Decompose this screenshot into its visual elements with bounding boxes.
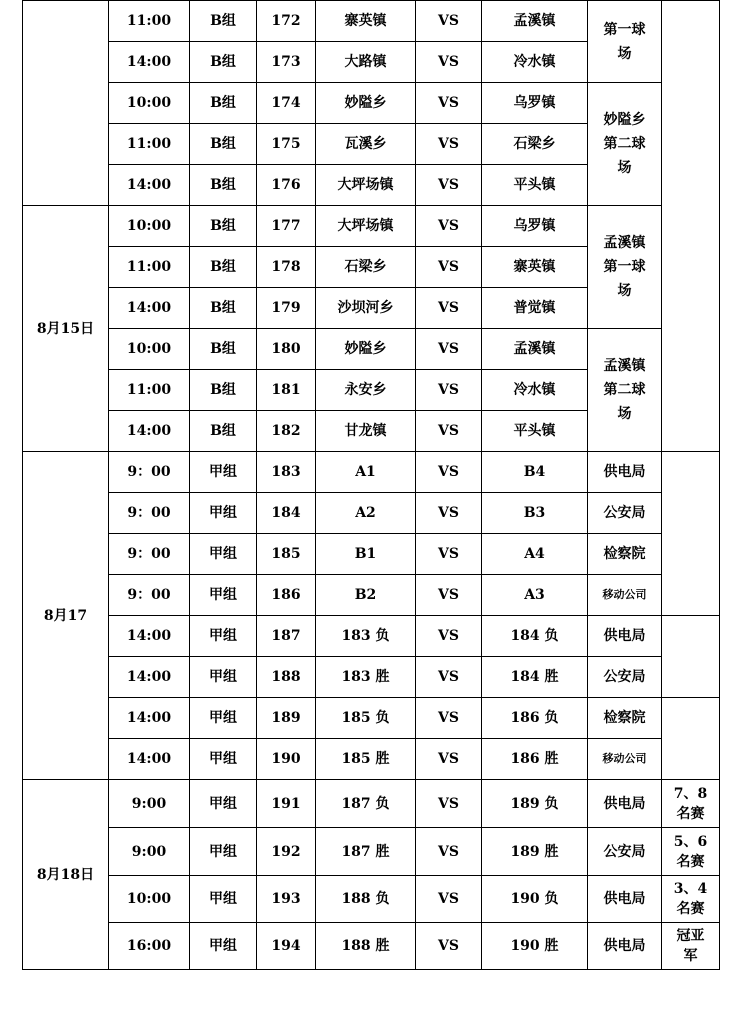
date-cell: 8月18日 (23, 780, 109, 970)
match-no-cell: 182 (257, 411, 316, 452)
time-cell: 9：00 (109, 452, 190, 493)
home-team-cell: 188 负 (316, 876, 416, 923)
match-no-cell: 175 (257, 124, 316, 165)
home-team-cell: 妙隘乡 (316, 329, 416, 370)
group-cell: B组 (190, 165, 257, 206)
vs-cell: VS (416, 1, 482, 42)
group-cell: B组 (190, 206, 257, 247)
time-cell: 10:00 (109, 329, 190, 370)
time-cell: 14:00 (109, 42, 190, 83)
time-cell: 9：00 (109, 575, 190, 616)
vs-cell: VS (416, 42, 482, 83)
home-team-cell: B2 (316, 575, 416, 616)
group-cell: B组 (190, 370, 257, 411)
time-cell: 11:00 (109, 370, 190, 411)
venue-text: 第一球 场 (603, 21, 646, 62)
venue-cell: 移动公司 (588, 575, 662, 616)
note-cell (662, 876, 720, 923)
time-cell: 10:00 (109, 83, 190, 124)
away-team-cell: 乌罗镇 (482, 206, 588, 247)
venue-text: 妙隘乡 第二球 场 (603, 112, 646, 176)
group-cell: B组 (190, 124, 257, 165)
away-team-cell: 冷水镇 (482, 370, 588, 411)
vs-cell: VS (416, 575, 482, 616)
away-team-cell: B3 (482, 493, 588, 534)
home-team-cell: 瓦溪乡 (316, 124, 416, 165)
away-team-cell: 184 胜 (482, 657, 588, 698)
match-no-cell: 189 (257, 698, 316, 739)
group-cell: B组 (190, 83, 257, 124)
time-cell: 9:00 (109, 780, 190, 828)
home-team-cell: 大坪场镇 (316, 165, 416, 206)
note-text: 7、8 名赛 (673, 785, 708, 822)
table-row (23, 739, 720, 780)
venue-text: 孟溪镇 第二球 场 (603, 358, 646, 422)
away-team-cell: 冷水镇 (482, 42, 588, 83)
vs-cell: VS (416, 411, 482, 452)
note-text: 5、6 名赛 (673, 833, 708, 870)
group-cell: 甲组 (190, 493, 257, 534)
home-team-cell: 甘龙镇 (316, 411, 416, 452)
away-team-cell: 孟溪镇 (482, 1, 588, 42)
vs-cell: VS (416, 370, 482, 411)
home-team-cell: 大坪场镇 (316, 206, 416, 247)
vs-cell: VS (416, 534, 482, 575)
group-cell: B组 (190, 288, 257, 329)
group-cell: 甲组 (190, 657, 257, 698)
venue-cell (588, 83, 662, 206)
match-no-cell: 174 (257, 83, 316, 124)
note-cell (662, 923, 720, 970)
vs-cell: VS (416, 247, 482, 288)
note-cell-blank (662, 698, 720, 780)
group-cell: 甲组 (190, 616, 257, 657)
date-cell (23, 1, 109, 206)
home-team-cell: 寨英镇 (316, 1, 416, 42)
time-cell: 11:00 (109, 124, 190, 165)
match-no-cell: 180 (257, 329, 316, 370)
group-cell: 甲组 (190, 452, 257, 493)
table-row (23, 780, 720, 828)
home-team-cell: 石梁乡 (316, 247, 416, 288)
time-cell: 9:00 (109, 828, 190, 876)
table-row (23, 876, 720, 923)
schedule-table (22, 0, 720, 970)
vs-cell: VS (416, 124, 482, 165)
vs-cell: VS (416, 493, 482, 534)
table-row (23, 329, 720, 370)
time-cell: 9：00 (109, 534, 190, 575)
note-cell (662, 780, 720, 828)
venue-cell: 公安局 (588, 657, 662, 698)
away-team-cell: A4 (482, 534, 588, 575)
home-team-cell: B1 (316, 534, 416, 575)
group-cell: 甲组 (190, 698, 257, 739)
venue-cell: 供电局 (588, 923, 662, 970)
venue-cell: 移动公司 (588, 739, 662, 780)
away-team-cell: 184 负 (482, 616, 588, 657)
away-team-cell: 平头镇 (482, 411, 588, 452)
match-no-cell: 191 (257, 780, 316, 828)
time-cell: 10:00 (109, 876, 190, 923)
time-cell: 14:00 (109, 616, 190, 657)
match-no-cell: 187 (257, 616, 316, 657)
vs-cell: VS (416, 739, 482, 780)
time-cell: 11:00 (109, 1, 190, 42)
time-cell: 11:00 (109, 247, 190, 288)
vs-cell: VS (416, 698, 482, 739)
group-cell: 甲组 (190, 923, 257, 970)
away-team-cell: 189 负 (482, 780, 588, 828)
match-no-cell: 183 (257, 452, 316, 493)
date-cell: 8月15日 (23, 206, 109, 452)
table-row (23, 698, 720, 739)
table-row (23, 83, 720, 124)
note-text: 冠亚 军 (676, 928, 705, 964)
home-team-cell: 183 负 (316, 616, 416, 657)
home-team-cell: 185 胜 (316, 739, 416, 780)
group-cell: B组 (190, 329, 257, 370)
table-row (23, 828, 720, 876)
away-team-cell: 孟溪镇 (482, 329, 588, 370)
vs-cell: VS (416, 876, 482, 923)
match-no-cell: 186 (257, 575, 316, 616)
away-team-cell: 平头镇 (482, 165, 588, 206)
group-cell: 甲组 (190, 876, 257, 923)
home-team-cell: 187 负 (316, 780, 416, 828)
away-team-cell: 190 胜 (482, 923, 588, 970)
home-team-cell: A1 (316, 452, 416, 493)
venue-cell: 供电局 (588, 780, 662, 828)
home-team-cell: A2 (316, 493, 416, 534)
away-team-cell: 189 胜 (482, 828, 588, 876)
away-team-cell: 寨英镇 (482, 247, 588, 288)
group-cell: B组 (190, 1, 257, 42)
home-team-cell: 永安乡 (316, 370, 416, 411)
home-team-cell: 188 胜 (316, 923, 416, 970)
venue-cell: 供电局 (588, 876, 662, 923)
match-no-cell: 177 (257, 206, 316, 247)
group-cell: 甲组 (190, 828, 257, 876)
table-row (23, 616, 720, 657)
vs-cell: VS (416, 923, 482, 970)
table-row (23, 534, 720, 575)
table-row (23, 1, 720, 42)
match-no-cell: 185 (257, 534, 316, 575)
time-cell: 9：00 (109, 493, 190, 534)
group-cell: B组 (190, 247, 257, 288)
away-team-cell: 乌罗镇 (482, 83, 588, 124)
venue-cell: 公安局 (588, 828, 662, 876)
venue-text: 孟溪镇 第一球 场 (603, 235, 646, 299)
home-team-cell: 大路镇 (316, 42, 416, 83)
match-no-cell: 184 (257, 493, 316, 534)
time-cell: 16:00 (109, 923, 190, 970)
table-row (23, 657, 720, 698)
venue-cell: 供电局 (588, 616, 662, 657)
match-no-cell: 176 (257, 165, 316, 206)
table-row (23, 206, 720, 247)
date-cell: 8月17 (23, 452, 109, 780)
match-no-cell: 172 (257, 1, 316, 42)
note-cell-blank (662, 616, 720, 698)
venue-cell (588, 206, 662, 329)
match-no-cell: 194 (257, 923, 316, 970)
group-cell: 甲组 (190, 534, 257, 575)
match-no-cell: 188 (257, 657, 316, 698)
venue-cell (588, 1, 662, 83)
table-row (23, 575, 720, 616)
table-row (23, 493, 720, 534)
match-no-cell: 192 (257, 828, 316, 876)
away-team-cell: A3 (482, 575, 588, 616)
home-team-cell: 妙隘乡 (316, 83, 416, 124)
away-team-cell: 普觉镇 (482, 288, 588, 329)
vs-cell: VS (416, 83, 482, 124)
table-row (23, 923, 720, 970)
venue-cell (588, 329, 662, 452)
venue-cell: 供电局 (588, 452, 662, 493)
vs-cell: VS (416, 165, 482, 206)
vs-cell: VS (416, 452, 482, 493)
match-no-cell: 181 (257, 370, 316, 411)
time-cell: 14:00 (109, 288, 190, 329)
time-cell: 14:00 (109, 411, 190, 452)
group-cell: B组 (190, 42, 257, 83)
time-cell: 10:00 (109, 206, 190, 247)
match-no-cell: 173 (257, 42, 316, 83)
note-cell-blank (662, 452, 720, 616)
time-cell: 14:00 (109, 165, 190, 206)
home-team-cell: 183 胜 (316, 657, 416, 698)
table-row (23, 452, 720, 493)
time-cell: 14:00 (109, 698, 190, 739)
venue-cell: 检察院 (588, 534, 662, 575)
home-team-cell: 沙坝河乡 (316, 288, 416, 329)
vs-cell: VS (416, 828, 482, 876)
time-cell: 14:00 (109, 657, 190, 698)
away-team-cell: 190 负 (482, 876, 588, 923)
match-no-cell: 179 (257, 288, 316, 329)
away-team-cell: 石梁乡 (482, 124, 588, 165)
away-team-cell: 186 负 (482, 698, 588, 739)
vs-cell: VS (416, 288, 482, 329)
note-text: 3、4 名赛 (673, 881, 708, 917)
vs-cell: VS (416, 616, 482, 657)
away-team-cell: B4 (482, 452, 588, 493)
venue-cell: 检察院 (588, 698, 662, 739)
venue-cell: 公安局 (588, 493, 662, 534)
group-cell: B组 (190, 411, 257, 452)
match-no-cell: 193 (257, 876, 316, 923)
match-no-cell: 190 (257, 739, 316, 780)
vs-cell: VS (416, 780, 482, 828)
group-cell: 甲组 (190, 780, 257, 828)
group-cell: 甲组 (190, 739, 257, 780)
group-cell: 甲组 (190, 575, 257, 616)
time-cell: 14:00 (109, 739, 190, 780)
note-cell-blank (662, 1, 720, 452)
vs-cell: VS (416, 206, 482, 247)
home-team-cell: 187 胜 (316, 828, 416, 876)
match-no-cell: 178 (257, 247, 316, 288)
vs-cell: VS (416, 329, 482, 370)
home-team-cell: 185 负 (316, 698, 416, 739)
note-cell (662, 828, 720, 876)
vs-cell: VS (416, 657, 482, 698)
away-team-cell: 186 胜 (482, 739, 588, 780)
